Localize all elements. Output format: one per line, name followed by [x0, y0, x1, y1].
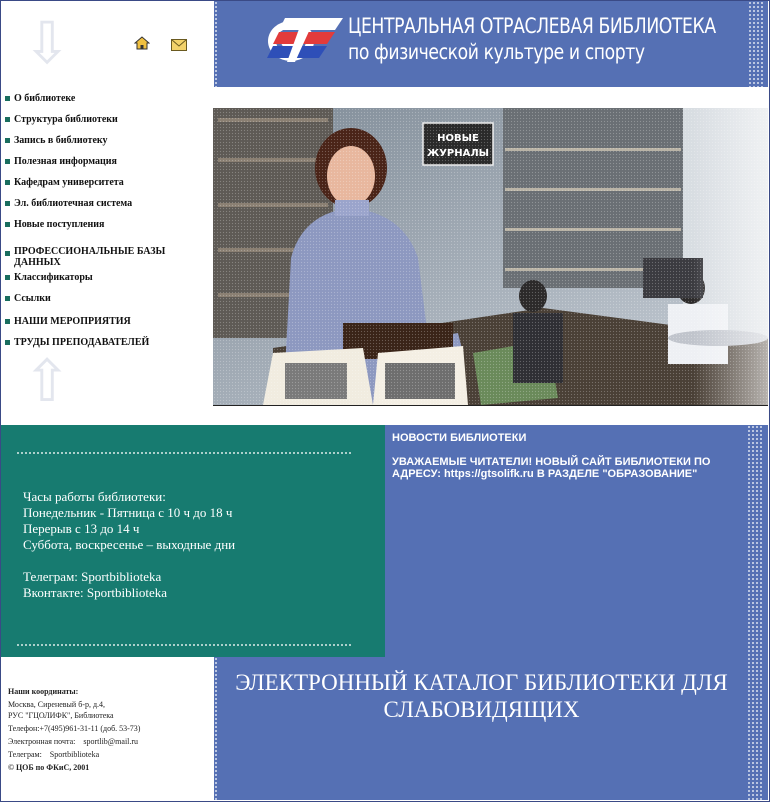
- nav-item-label: О библиотеке: [14, 93, 76, 104]
- nav-item-departments[interactable]: [1, 177, 191, 198]
- scroll-down-arrow-icon: ⇩: [22, 9, 72, 77]
- nav-item-label: Эл. библиотечная система: [14, 198, 133, 209]
- hours-dotted-bottom: [16, 643, 352, 647]
- nav-bullet: [5, 159, 10, 164]
- nav-item-about[interactable]: [1, 93, 191, 114]
- contacts-heading: Наши координаты:: [8, 687, 79, 696]
- site-title: ЦЕНТРАЛЬНАЯ ОТРАСЛЕВАЯ БИБЛИОТЕКА: [348, 14, 716, 38]
- nav-item-new-arrivals[interactable]: [1, 219, 191, 240]
- scroll-up-arrow-icon[interactable]: ⇧: [22, 347, 72, 415]
- contacts-telegram-label: Телеграм:: [8, 750, 42, 759]
- header-dotted-right: [748, 1, 764, 87]
- nav-item-label: Кафедрам университета: [14, 177, 124, 188]
- nav-item-label: ПРОФЕССИОНАЛЬНЫЕ БАЗЫ ДАННЫХ: [14, 246, 166, 268]
- news-heading: НОВОСТИ БИБЛИОТЕКИ: [392, 432, 527, 444]
- nav-item-label: Новые поступления: [14, 219, 105, 230]
- library-logo[interactable]: [265, 16, 343, 64]
- hours-spacer: [23, 553, 235, 569]
- hours-text: [23, 489, 235, 601]
- home-icon[interactable]: [134, 36, 150, 50]
- nav-item-label: Классификаторы: [14, 272, 93, 283]
- contacts-telegram-row: [8, 749, 208, 760]
- nav-bullet: [5, 222, 10, 227]
- news-dotted-right: [747, 425, 763, 657]
- nav-bullet: [5, 275, 10, 280]
- nav-bullet: [5, 251, 10, 256]
- nav-item-registration[interactable]: [1, 135, 191, 156]
- hours-dotted-top: [16, 451, 352, 455]
- nav-item-e-library[interactable]: [1, 198, 191, 219]
- contacts-telegram-value: Sportbiblioteka: [49, 750, 100, 759]
- news-text[interactable]: УВАЖАЕМЫЕ ЧИТАТЕЛИ! НОВЫЙ САЙТ БИБЛИОТЕКИ ПО АДРЕСУ: https://gtsolifk.ru В РАЗДЕЛЕ "ОБРАЗОВАНИЕ": [392, 456, 711, 480]
- library-photo: [213, 108, 768, 406]
- hours-weekend: Суббота, воскресенье – выходные дни: [23, 537, 236, 552]
- hours-vk: Вконтакте: Sportbiblioteka: [23, 585, 168, 600]
- hours-break: Перерыв с 13 до 14 ч: [23, 521, 140, 536]
- nav-item-label: Ссылки: [14, 293, 51, 304]
- contacts-block: [8, 686, 208, 773]
- sidebar-nav: [1, 93, 191, 358]
- hours-heading: Часы работы библиотеки:: [23, 489, 166, 504]
- news-panel: [385, 425, 768, 657]
- contacts-address1: Москва, Сиреневый б-р, д.4,: [8, 700, 106, 709]
- contacts-email-link[interactable]: sportlib@mail.ru: [83, 737, 139, 746]
- nav-item-useful-info[interactable]: [1, 156, 191, 177]
- nav-item-label: НАШИ МЕРОПРИЯТИЯ: [14, 316, 131, 327]
- nav-bullet: [5, 138, 10, 143]
- hours-telegram: Телеграм: Sportbiblioteka: [23, 569, 162, 584]
- contacts-address2: РУС "ГЦОЛИФК", Библиотека: [8, 711, 114, 720]
- nav-bullet: [5, 201, 10, 206]
- accessible-catalog-link[interactable]: ЭЛЕКТРОННЫЙ КАТАЛОГ БИБЛИОТЕКИ ДЛЯ СЛАБОВИДЯЩИХ: [235, 670, 728, 722]
- contacts-email-row: [8, 736, 208, 747]
- nav-bullet: [5, 319, 10, 324]
- nav-bullet: [5, 96, 10, 101]
- hours-weekdays: Понедельник - Пятница с 10 ч до 18 ч: [23, 505, 233, 520]
- nav-item-classifiers[interactable]: [1, 272, 191, 293]
- nav-item-label: Структура библиотеки: [14, 114, 118, 125]
- site-subtitle: по физической культуре и спорту: [348, 40, 645, 64]
- nav-item-events[interactable]: [1, 316, 191, 337]
- contacts-phone: Телефон:+7(495)961-31-11 (доб. 53-73): [8, 724, 141, 733]
- catalog-dotted-right: [747, 657, 763, 800]
- mail-icon[interactable]: [171, 38, 187, 50]
- nav-item-label: Запись в библиотеку: [14, 135, 108, 146]
- nav-bullet: [5, 117, 10, 122]
- nav-bullet: [5, 296, 10, 301]
- nav-item-structure[interactable]: [1, 114, 191, 135]
- catalog-panel: [214, 657, 768, 800]
- nav-bullet: [5, 180, 10, 185]
- nav-item-links[interactable]: [1, 293, 191, 316]
- nav-item-label: ТРУДЫ ПРЕПОДАВАТЕЛЕЙ: [14, 337, 150, 348]
- nav-item-databases[interactable]: [1, 240, 191, 272]
- nav-bullet: [5, 340, 10, 345]
- nav-item-label: Полезная информация: [14, 156, 117, 167]
- contacts-email-label: Электронная почта:: [8, 737, 76, 746]
- hours-panel: [1, 425, 385, 657]
- header-dotted-edge: [214, 1, 218, 87]
- copyright: © ЦОБ по ФКиС, 2001: [8, 763, 90, 772]
